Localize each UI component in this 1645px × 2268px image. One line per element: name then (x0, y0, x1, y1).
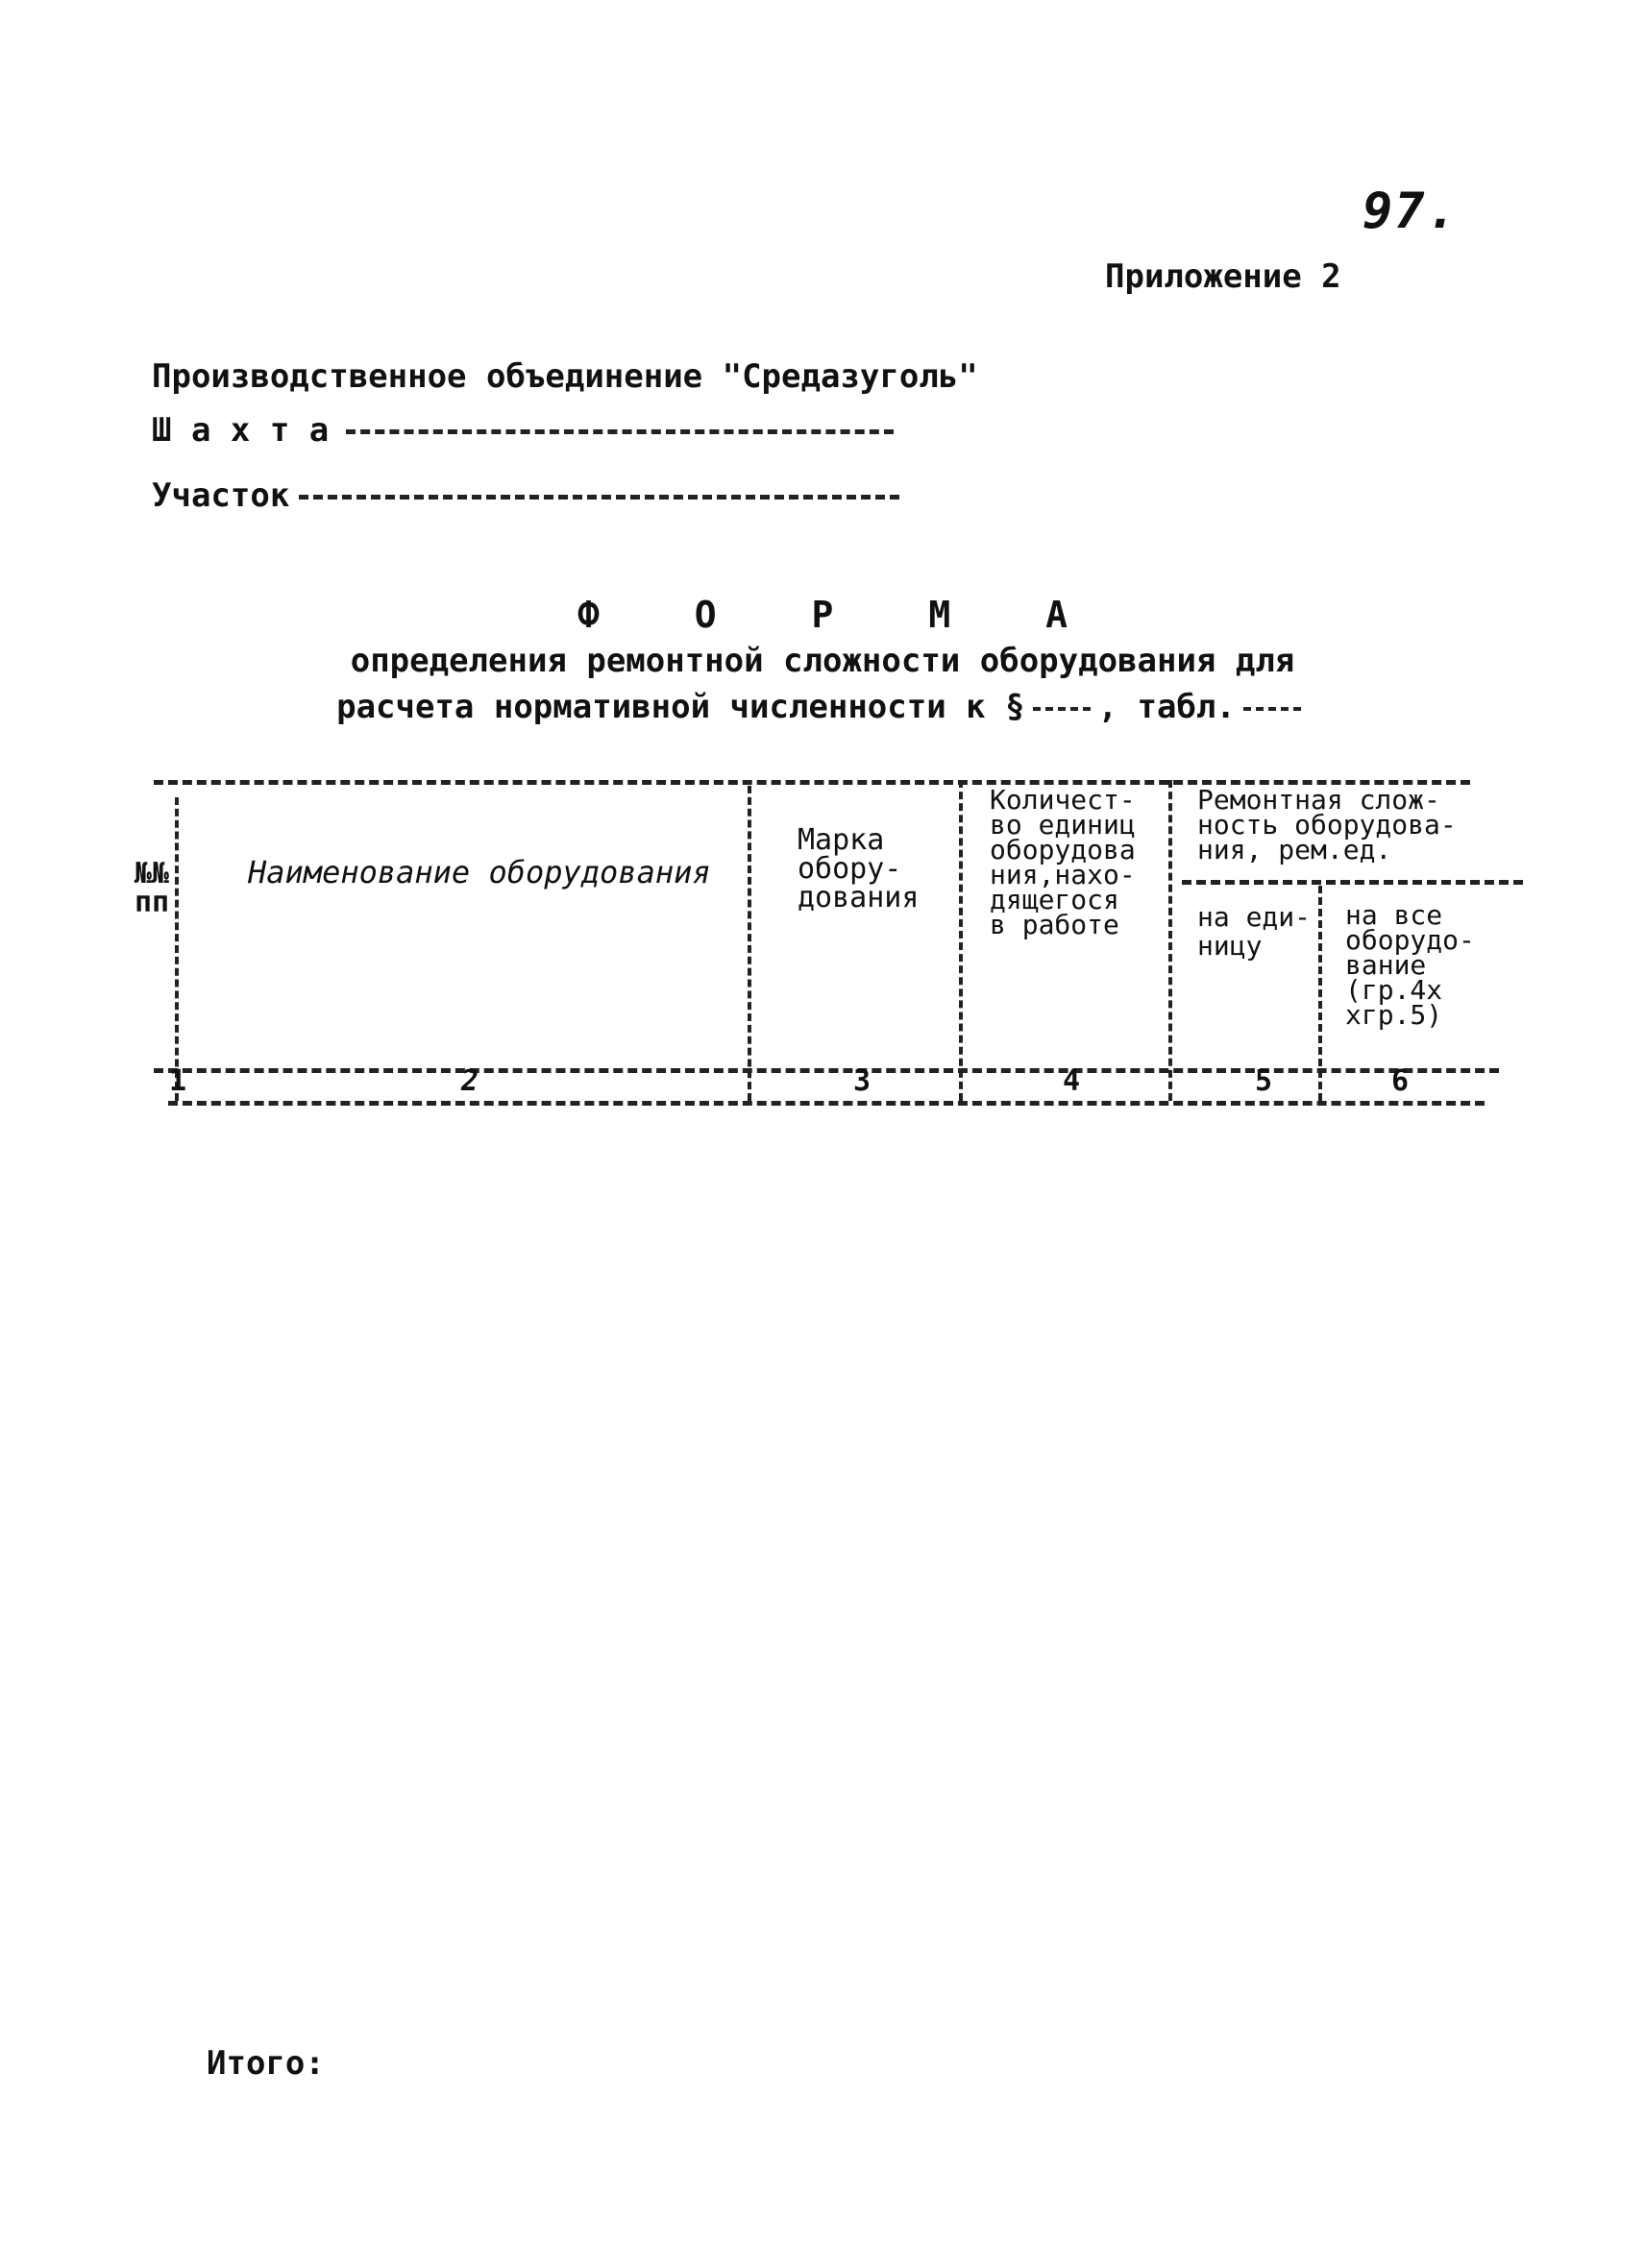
table-number-blank (1243, 707, 1301, 711)
appendix-label: Приложение 2 (1105, 257, 1341, 296)
table-bottom-border (168, 1101, 1485, 1106)
header-per-unit: на еди- ницу (1197, 901, 1312, 962)
col-border-2 (748, 786, 751, 1101)
section-fill-line (299, 495, 899, 500)
paragraph-blank (1033, 707, 1091, 711)
column-number-4: 4 (1063, 1064, 1081, 1098)
header-name: Наименование оборудования (248, 854, 711, 890)
complexity-subheader-line (1182, 880, 1523, 885)
mine-fill-line (346, 429, 894, 434)
col-border-4 (1168, 780, 1172, 1101)
column-number-5: 5 (1255, 1064, 1273, 1098)
association-line: Производственное объединение "Средазуголь" (152, 357, 978, 396)
column-number-2: 2 (461, 1064, 479, 1098)
total-label: Итого: (207, 2044, 325, 2083)
header-number: №№ пп (135, 857, 170, 919)
header-brand: Марка обору- дования (798, 823, 920, 915)
mine-line (152, 411, 894, 450)
header-quantity: Количест- во единиц оборудова ния,нахо- дящегося в работе (990, 784, 1136, 940)
column-numbers-top-line (154, 1068, 1499, 1073)
header-total-equipment: на все оборудо- вание (гр.4х хгр.5) (1345, 899, 1475, 1031)
col-border-5 (1318, 886, 1322, 1101)
mine-label: Ш а х т а (152, 411, 330, 450)
section-line (152, 476, 899, 515)
column-number-3: 3 (853, 1064, 872, 1098)
header-complexity: Ремонтная слож- ность оборудова- ния, рем.ед. (1197, 784, 1457, 866)
column-number-6: 6 (1391, 1064, 1410, 1098)
col-border-1 (175, 797, 179, 1101)
column-number-1: 1 (169, 1064, 187, 1098)
subtitle-prefix: расчета нормативной численности к § (336, 688, 1025, 726)
form-title: Ф О Р М А (577, 594, 1104, 636)
form-subtitle-line2: расчета нормативной численности к § , табл. (0, 688, 1645, 726)
section-label: Участок (152, 476, 290, 515)
page-number: 97. (1363, 183, 1459, 240)
col-border-3 (959, 780, 963, 1101)
subtitle-table-label: табл. (1137, 688, 1236, 726)
form-subtitle-line1: определения ремонтной сложности оборудования для (350, 642, 1295, 680)
